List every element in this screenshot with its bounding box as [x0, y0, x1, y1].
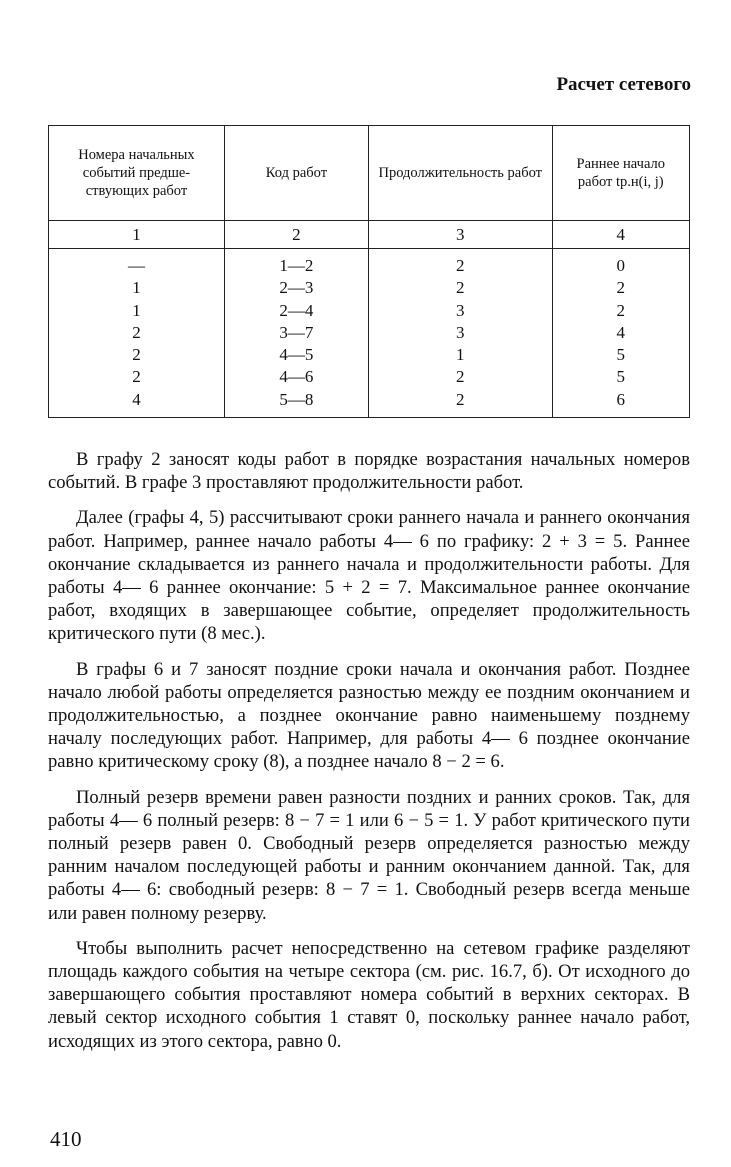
- table-header-row: [49, 126, 690, 221]
- running-header: Расчет сетевого: [556, 74, 691, 95]
- paragraph: Далее (графы 4, 5) рассчитывают сроки раннего начала и раннего окончания работ. Например, раннее начало работы 4— 6 по графику: 2 + 3 = 5. Раннее окончание складывается из раннего начала и продолжительности работы. Для работы 4— 6 раннее окончание: 5 + 2 = 7. Максимальное раннее окончание работ, входящих в завершающее событие, определяет продолжительность критического пути (8 мес.).: [48, 507, 690, 645]
- column-number: 1: [49, 221, 225, 249]
- column-number-row: [49, 221, 690, 249]
- table-cell: 1: [132, 300, 141, 320]
- paragraph: Полный резерв времени равен разности поздних и ранних сроков. Так, для работы 4— 6 полный резерв: 8 − 7 = 1 или 6 − 5 = 1. У работ критического пути полный резерв равен 0. Свободный резерв определяется разностью между ранним началом последующей работы и ранним окончанием данной. Так, для работы 4— 6: свободный резерв: 8 − 7 = 1. Свободный резерв всегда меньше или равен полному резерву.: [48, 786, 690, 924]
- table-cell: 4—5: [279, 345, 314, 365]
- table-cell: 2: [455, 278, 465, 298]
- table-cell: 1: [132, 278, 141, 298]
- col-start-events: [49, 249, 225, 418]
- table-cell: 2: [132, 322, 141, 342]
- paragraph: Чтобы выполнить расчет непосредственно на сетевом графике разделяют площадь каждого события на четыре сектора (см. рис. 16.7, б). От исходного до завершающего события проставляют номера событий в верхних секторах. В левый сектор исходного события 1 ставят 0, поскольку раннее начало работ, исходящих из этого сектора, равно 0.: [48, 937, 690, 1052]
- table-cell: 4: [616, 322, 626, 342]
- column-number: 3: [368, 221, 552, 249]
- table-cell: 3—7: [279, 322, 314, 342]
- table-cell: 2: [455, 389, 465, 409]
- header-duration: Продолжительность работ: [368, 126, 552, 221]
- body-text: [48, 448, 690, 1065]
- table-cell: 4: [132, 389, 141, 409]
- table-cell: 5—8: [279, 389, 314, 409]
- header-early-start: Раннее начало работ tр.н(i, j): [552, 126, 689, 221]
- col-duration: [368, 249, 552, 418]
- table-cell: 2: [616, 300, 626, 320]
- column-number: 2: [224, 221, 368, 249]
- table-cell: 2: [132, 345, 141, 365]
- table-cell: —: [127, 256, 145, 275]
- table-cell: 3: [455, 300, 465, 320]
- table-cell: 0: [616, 256, 626, 275]
- table-cell: 2: [132, 367, 141, 387]
- table-cell: 2—3: [279, 278, 314, 298]
- page-number: 410: [50, 1127, 82, 1151]
- table-cell: 2: [616, 278, 626, 298]
- table-cell: 1: [455, 345, 465, 365]
- header-work-code: Код работ: [224, 126, 368, 221]
- table-cell: 4—6: [279, 367, 314, 387]
- col-work-code: [224, 249, 368, 418]
- table-cell: 5: [616, 367, 626, 387]
- table-body-row: [49, 249, 690, 418]
- col-early-start: [552, 249, 689, 418]
- table-cell: 5: [616, 345, 626, 365]
- table-cell: 2: [455, 256, 465, 275]
- table-cell: 2: [455, 367, 465, 387]
- table-cell: 3: [455, 322, 465, 342]
- paragraph: В графу 2 заносят коды работ в порядке возрастания начальных номеров событий. В графе 3 проставляют продолжительности работ.: [48, 449, 690, 494]
- table-cell: 1—2: [279, 256, 314, 275]
- column-number: 4: [552, 221, 689, 249]
- table-cell: 6: [616, 389, 626, 409]
- paragraph: В графы 6 и 7 заносят поздние сроки начала и окончания работ. Позднее начало любой работы определяется разностью между ее поздним окончанием и продолжительностью, а позднее окончание равно наименьшему позднему началу последующих работ. Например, для работы 4— 6 позднее окончание равно критическому сроку (8), а позднее начало 8 − 2 = 6.: [48, 658, 690, 773]
- header-start-events: Номера начальных событий предше-ствующих работ: [49, 126, 225, 221]
- table-cell: 2—4: [279, 300, 314, 320]
- work-schedule-table: [48, 125, 690, 418]
